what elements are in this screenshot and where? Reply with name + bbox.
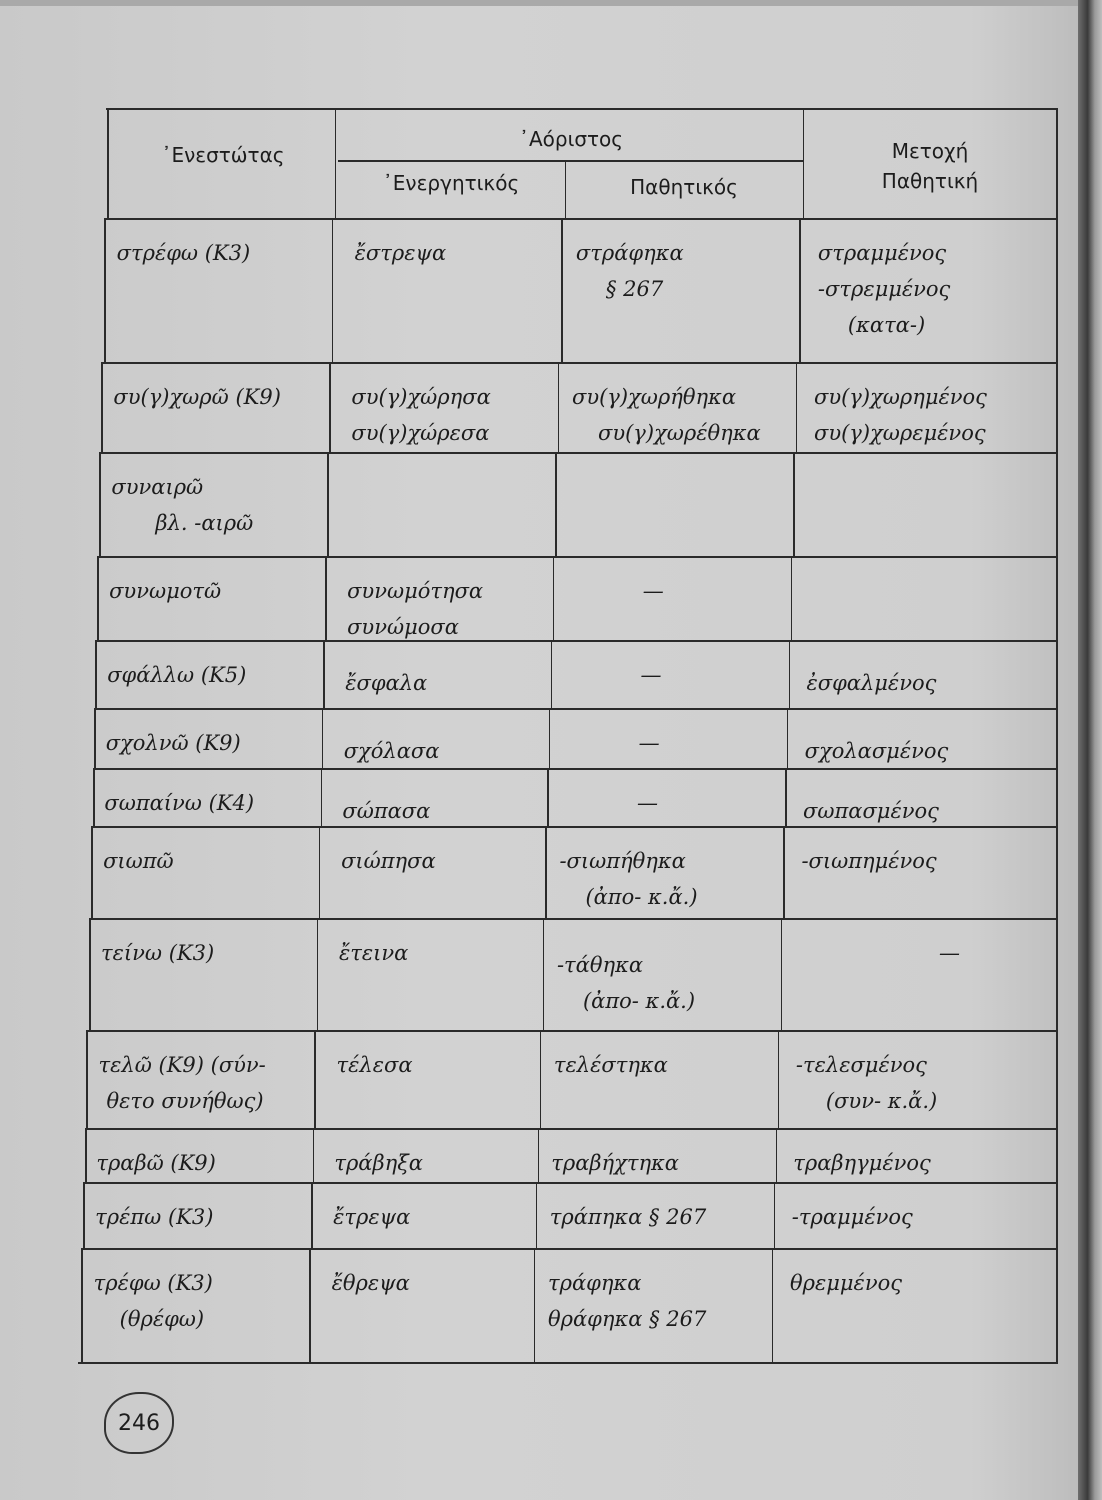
cell-passive: τράφηκα bbox=[548, 1271, 642, 1295]
cell-participle: συ(γ)χωρεμένος bbox=[814, 421, 986, 445]
cell-passive: § 267 bbox=[605, 277, 664, 301]
table-left-border bbox=[101, 362, 103, 452]
column-separator bbox=[323, 640, 325, 708]
cell-present: σωπαίνω (K4) bbox=[104, 791, 255, 815]
column-separator bbox=[329, 362, 331, 452]
table-left-border bbox=[86, 1030, 88, 1128]
column-separator bbox=[799, 218, 801, 362]
header-aorist-divider bbox=[338, 160, 804, 162]
column-separator bbox=[549, 708, 551, 768]
header-active: ᾿Ενεργητικός bbox=[382, 171, 520, 195]
table-right-border bbox=[1056, 640, 1058, 708]
page-number: 246 bbox=[104, 1392, 174, 1454]
cell-present: τρέφω (K3) bbox=[93, 1271, 213, 1295]
header-aorist: ᾿Αόριστος bbox=[518, 127, 624, 151]
book-gutter bbox=[1078, 0, 1102, 1500]
cell-active: ἔθρεψα bbox=[331, 1271, 410, 1295]
row-separator bbox=[96, 640, 1058, 642]
cell-active: ἔτεινα bbox=[339, 941, 409, 965]
cell-participle: -σιωπημένος bbox=[801, 849, 937, 873]
cell-present: σιωπῶ bbox=[103, 849, 174, 873]
column-separator bbox=[325, 556, 327, 640]
cell-present: τελῶ (K9) (σύν- bbox=[98, 1053, 266, 1077]
cell-passive: -σιωπήθηκα bbox=[559, 849, 686, 873]
cell-participle: (κατα-) bbox=[847, 313, 926, 337]
page-top-edge bbox=[0, 0, 1078, 6]
column-separator bbox=[543, 918, 545, 1030]
table-right-border bbox=[1056, 1128, 1058, 1182]
column-separator bbox=[534, 1248, 536, 1362]
cell-active: συ(γ)χώρεσα bbox=[351, 421, 490, 445]
table-right-border bbox=[1056, 1030, 1058, 1128]
column-separator bbox=[536, 1182, 538, 1248]
cell-passive: — bbox=[642, 579, 664, 603]
table-left-border bbox=[94, 708, 96, 768]
cell-active: συ(γ)χώρησα bbox=[351, 385, 491, 409]
cell-present: σφάλλω (K5) bbox=[107, 663, 247, 687]
row-separator bbox=[83, 1248, 1058, 1250]
cell-active: συνωμότησα bbox=[347, 579, 484, 603]
cell-participle: -τελεσμένος bbox=[795, 1053, 927, 1077]
column-separator bbox=[309, 1248, 311, 1362]
row-separator bbox=[106, 218, 1058, 220]
row-separator bbox=[95, 708, 1058, 710]
row-separator bbox=[93, 768, 1058, 770]
table-right-border bbox=[1056, 218, 1058, 362]
cell-participle: σχολασμένος bbox=[804, 739, 949, 763]
table-left-border bbox=[93, 768, 95, 826]
cell-passive: — bbox=[637, 791, 659, 815]
row-separator bbox=[90, 918, 1058, 920]
cell-present: βλ. -αιρῶ bbox=[155, 511, 254, 535]
cell-passive: τράπηκα § 267 bbox=[549, 1205, 707, 1229]
column-separator bbox=[796, 362, 798, 452]
column-separator bbox=[558, 362, 560, 452]
table-right-border bbox=[1056, 1182, 1058, 1248]
table-left-border bbox=[89, 918, 91, 1030]
cell-active: τράβηξα bbox=[334, 1151, 423, 1175]
cell-present: τείνω (K3) bbox=[101, 941, 215, 965]
column-separator bbox=[540, 1030, 542, 1128]
header-participle-line2: Παθητική bbox=[881, 169, 979, 193]
table-right-border bbox=[1056, 556, 1058, 640]
cell-participle: συ(γ)χωρημένος bbox=[814, 385, 987, 409]
table-right-border bbox=[1056, 1248, 1058, 1362]
cell-active: ἔτρεψα bbox=[333, 1205, 411, 1229]
cell-passive: — bbox=[640, 663, 662, 687]
cell-passive: στράφηκα bbox=[575, 241, 684, 265]
cell-participle: -στρεμμένος bbox=[817, 277, 951, 301]
column-separator bbox=[781, 918, 783, 1030]
table-left-border bbox=[85, 1128, 87, 1182]
table-left-border bbox=[107, 108, 109, 218]
cell-passive: συ(γ)χωρέθηκα bbox=[598, 421, 761, 445]
column-separator bbox=[538, 1128, 540, 1182]
column-separator bbox=[553, 556, 555, 640]
row-separator bbox=[87, 1030, 1058, 1032]
column-separator bbox=[789, 640, 791, 708]
cell-active: συνώμοσα bbox=[347, 615, 459, 639]
cell-passive: (ἀπο- κ.ἄ.) bbox=[585, 885, 698, 909]
column-separator bbox=[547, 768, 549, 826]
table-left-border bbox=[95, 640, 97, 708]
cell-active: σώπασα bbox=[342, 799, 431, 823]
row-separator bbox=[102, 362, 1058, 364]
cell-present: θετο συνήθως) bbox=[106, 1089, 264, 1113]
column-separator bbox=[319, 826, 321, 918]
header-participle bbox=[806, 136, 1054, 210]
cell-present: (θρέφω) bbox=[119, 1307, 205, 1331]
column-separator bbox=[551, 640, 553, 708]
column-separator bbox=[322, 708, 324, 768]
cell-present: τρέπω (K3) bbox=[95, 1205, 214, 1229]
row-separator bbox=[85, 1128, 1058, 1130]
table-right-border bbox=[1056, 826, 1058, 918]
column-separator bbox=[774, 1182, 776, 1248]
table-right-border bbox=[1056, 108, 1058, 218]
column-separator bbox=[335, 108, 337, 218]
table-left-border bbox=[91, 826, 93, 918]
cell-active: σιώπησα bbox=[341, 849, 436, 873]
column-separator bbox=[783, 826, 785, 918]
column-separator bbox=[321, 768, 323, 826]
cell-passive: — bbox=[638, 731, 660, 755]
column-separator bbox=[778, 1030, 780, 1128]
row-separator bbox=[98, 556, 1058, 558]
column-separator bbox=[803, 108, 805, 218]
table-right-border bbox=[1056, 918, 1058, 1030]
cell-present: συ(γ)χωρῶ (K9) bbox=[113, 385, 281, 409]
header-participle-line1: Μετοχή bbox=[891, 139, 969, 163]
cell-active: τέλεσα bbox=[336, 1053, 413, 1077]
column-separator bbox=[314, 1030, 316, 1128]
table-left-border bbox=[104, 218, 106, 362]
cell-active: ἔστρεψα bbox=[354, 241, 447, 265]
table-right-border bbox=[1056, 768, 1058, 826]
cell-participle: στραμμένος bbox=[817, 241, 947, 265]
table-right-border bbox=[1056, 452, 1058, 556]
header-passive: Παθητικός bbox=[630, 175, 738, 199]
row-separator bbox=[84, 1182, 1058, 1184]
column-separator bbox=[332, 218, 334, 362]
cell-passive: τελέστηκα bbox=[553, 1053, 668, 1077]
column-separator bbox=[793, 452, 795, 556]
column-separator bbox=[787, 708, 789, 768]
table-bottom-border bbox=[78, 1362, 1058, 1364]
cell-participle: — bbox=[938, 941, 960, 965]
cell-active: ἔσφαλα bbox=[345, 671, 428, 695]
column-separator bbox=[772, 1248, 774, 1362]
cell-participle: σωπασμένος bbox=[803, 799, 939, 823]
table-left-border bbox=[83, 1182, 85, 1248]
cell-participle: τραβηγμένος bbox=[793, 1151, 931, 1175]
cell-passive: συ(γ)χωρήθηκα bbox=[572, 385, 737, 409]
cell-passive: -τάθηκα bbox=[556, 953, 644, 977]
row-separator bbox=[100, 452, 1058, 454]
column-separator bbox=[776, 1128, 778, 1182]
cell-passive: (ἀπο- κ.ἄ.) bbox=[582, 989, 696, 1013]
cell-present: στρέφω (K3) bbox=[116, 241, 251, 265]
cell-participle: (συν- κ.ἄ.) bbox=[825, 1089, 938, 1113]
cell-participle: ἐσφαλμένος bbox=[806, 671, 937, 695]
column-separator bbox=[545, 826, 547, 918]
table-left-border bbox=[97, 556, 99, 640]
cell-participle: θρεμμένος bbox=[790, 1271, 902, 1295]
cell-active: σχόλασα bbox=[343, 739, 440, 763]
column-separator bbox=[317, 918, 319, 1030]
cell-passive: τραβήχτηκα bbox=[551, 1151, 679, 1175]
table-right-border bbox=[1056, 362, 1058, 452]
column-separator bbox=[561, 218, 563, 362]
column-separator bbox=[791, 556, 793, 640]
table-top-border bbox=[106, 108, 1058, 110]
column-separator bbox=[785, 768, 787, 826]
cell-present: συνωμοτῶ bbox=[109, 579, 222, 603]
column-separator bbox=[311, 1182, 313, 1248]
cell-present: σχολνῶ (K9) bbox=[105, 731, 241, 755]
table-right-border bbox=[1056, 708, 1058, 768]
cell-participle: -τραμμένος bbox=[791, 1205, 913, 1229]
column-separator bbox=[313, 1128, 315, 1182]
column-separator bbox=[327, 452, 329, 556]
table-left-border bbox=[99, 452, 101, 556]
column-separator bbox=[565, 160, 567, 218]
cell-present: τραβῶ (K9) bbox=[96, 1151, 216, 1175]
column-separator bbox=[555, 452, 557, 556]
header-present: ᾿Ενεστώτας bbox=[161, 143, 285, 167]
cell-present: συναιρῶ bbox=[111, 475, 204, 499]
cell-passive: θράφηκα § 267 bbox=[548, 1307, 707, 1331]
table-left-border bbox=[81, 1248, 83, 1362]
